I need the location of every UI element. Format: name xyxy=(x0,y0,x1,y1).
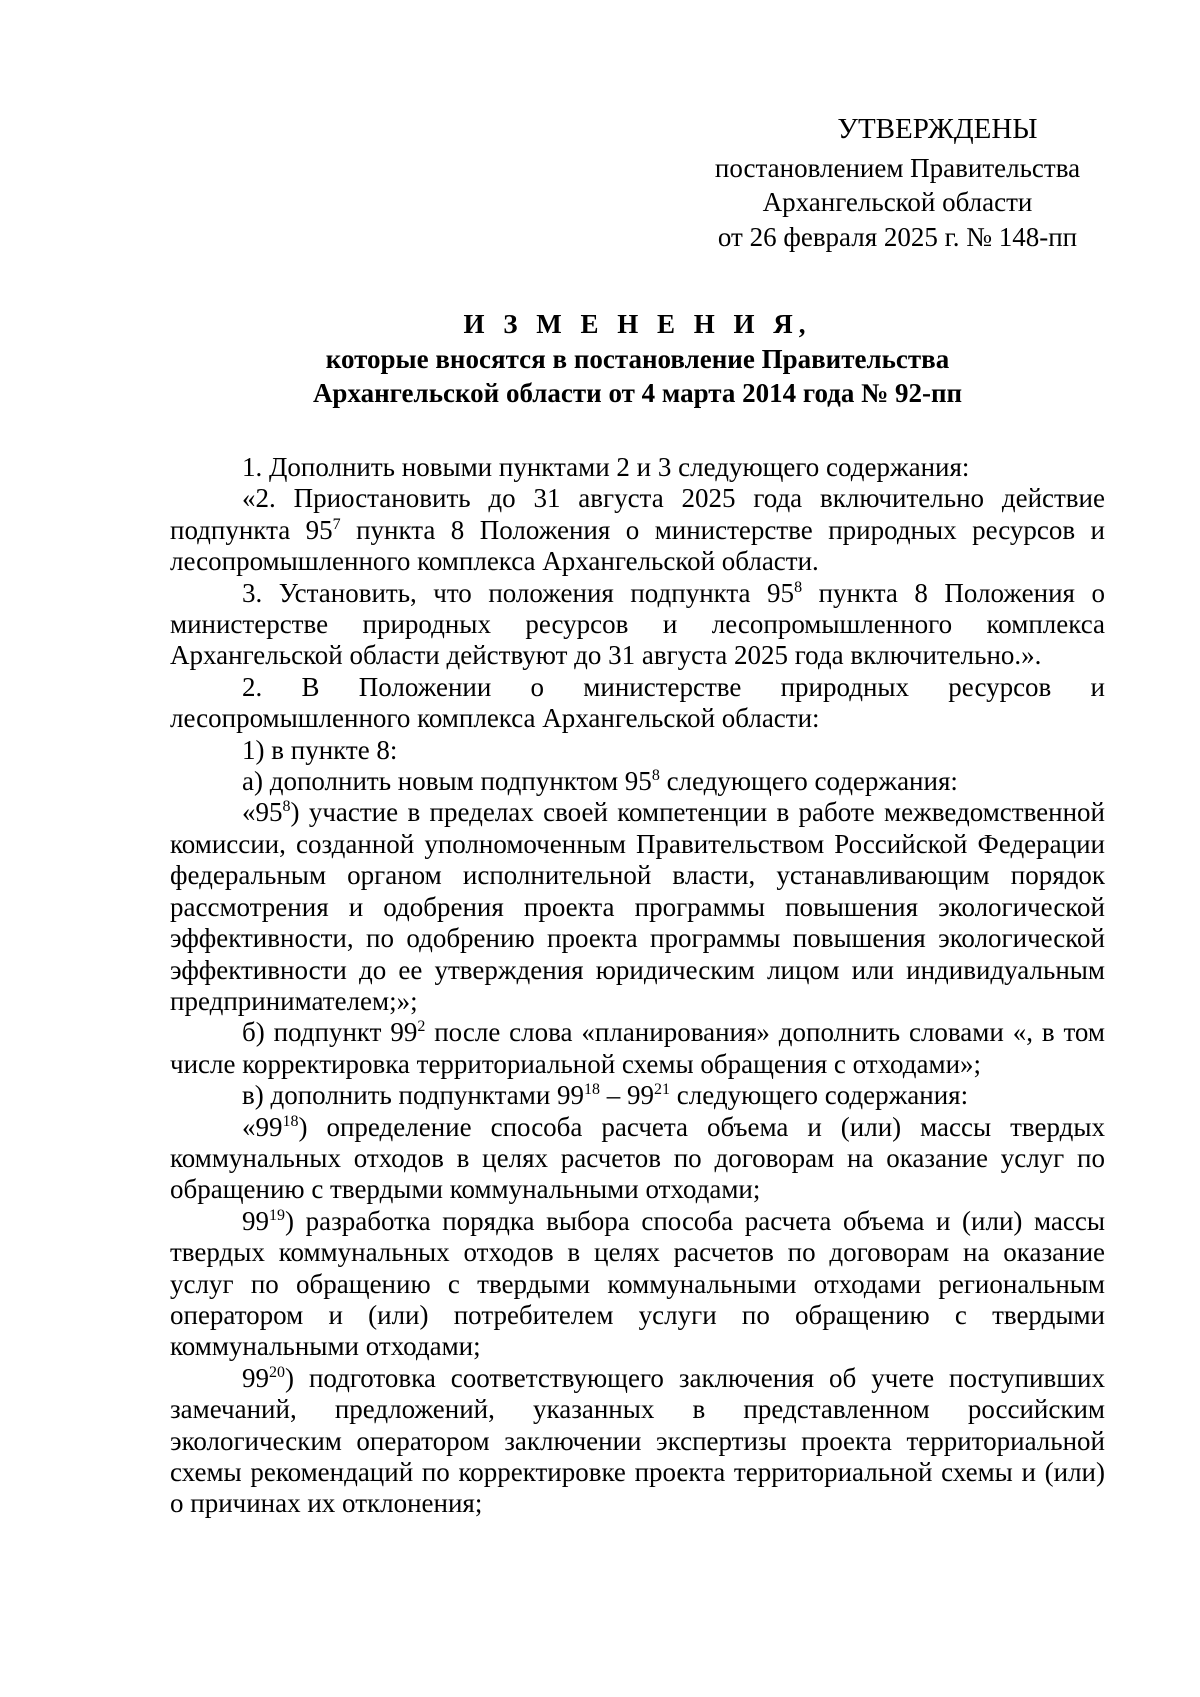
paragraph-text: а) дополнить новым подпунктом 95 xyxy=(242,766,652,797)
superscript: 18 xyxy=(584,1081,601,1099)
paragraph-text: 2. В Положении о министерстве природных ресурсов и лесопромышленного комплекса Архангельской области: xyxy=(170,671,1105,734)
paragraph-text: «95 xyxy=(242,797,283,828)
superscript: 18 xyxy=(282,1112,299,1130)
document-body xyxy=(170,452,1105,1520)
paragraph-5 xyxy=(170,735,1105,766)
approval-block xyxy=(700,112,1095,254)
superscript: 21 xyxy=(654,1081,671,1099)
paragraph-text: ) определение способа расчета объема и (или) массы твердых коммунальных отходов в целях расчетов по договорам на оказание услуг по обращению с твердыми коммунальными отходами; xyxy=(170,1111,1105,1205)
superscript: 8 xyxy=(282,798,291,816)
paragraph-text: ) разработка порядка выбора способа расчета объема и (или) массы твердых коммунальных отходов в целях расчетов по договорам на оказание услуг по обращению с твердыми коммунальными отходами региональным оператором и (или) потребителем услуги по обращению с твердыми коммунальными отходами; xyxy=(170,1205,1105,1362)
paragraph-text: 3. Установить, что положения подпункта 95 xyxy=(242,577,795,608)
document-subtitle-line-1: которые вносятся в постановление Правительства xyxy=(325,343,950,374)
paragraph-4 xyxy=(170,672,1105,735)
paragraph-9 xyxy=(170,1080,1105,1111)
paragraph-text: 99 xyxy=(242,1205,269,1236)
paragraph-8 xyxy=(170,1017,1105,1080)
paragraph-text: «99 xyxy=(242,1111,283,1142)
paragraph-2 xyxy=(170,483,1105,577)
superscript: 2 xyxy=(417,1018,426,1036)
superscript: 19 xyxy=(269,1206,285,1224)
approval-line-3: от 26 февраля 2025 г. № 148-пп xyxy=(717,221,1078,252)
paragraph-text: следующего содержания: xyxy=(670,1080,969,1111)
paragraph-7 xyxy=(170,797,1105,1017)
paragraph-text: б) подпункт 99 xyxy=(242,1017,418,1048)
paragraph-12 xyxy=(170,1363,1105,1520)
paragraph-text: 99 xyxy=(242,1362,269,1393)
paragraph-text: ) участие в пределах своей компетенции в работе межведомственной комиссии, созданной уполномоченным Правительством Российской Федерации федеральным органом исполнительной власти, устанавливающим порядок рассмотрения и одобрения проекта программы повышения экологической эффективности, по одобрению проекта программы повышения экологической эффективности до ее утверждения юридическим лицом или индивидуальным предпринимателем;»; xyxy=(170,797,1105,1016)
paragraph-text: следующего содержания: xyxy=(659,766,958,797)
paragraph-6 xyxy=(170,766,1105,797)
paragraph-text: в) дополнить подпунктами 99 xyxy=(242,1080,585,1111)
paragraph-text: после слова «планирования» дополнить словами «, в том числе корректировка территориальной схемы обращения с отходами»; xyxy=(170,1017,1105,1079)
superscript: 8 xyxy=(651,767,660,785)
paragraph-3 xyxy=(170,578,1105,672)
approval-line-2: Архангельской области xyxy=(762,187,1033,217)
paragraph-11 xyxy=(170,1206,1105,1363)
document-heading xyxy=(170,307,1105,411)
paragraph-10 xyxy=(170,1112,1105,1206)
paragraph-text: ) подготовка соответствующего заключения об учете поступивших замечаний, предложений, указанных в представленном российским экологическим оператором заключении экспертизы проекта территориальной схемы рекомендаций по корректировке проекта территориальной схемы и (или) о причинах их отклонения; xyxy=(170,1362,1105,1519)
approval-line-1: постановлением Правительства xyxy=(714,152,1081,183)
superscript: 7 xyxy=(332,515,341,533)
superscript: 20 xyxy=(269,1363,285,1381)
paragraph-1 xyxy=(170,452,1105,483)
paragraph-text: 1) в пункте 8: xyxy=(242,734,398,765)
approval-stamp: УТВЕРЖДЕНЫ xyxy=(837,113,1038,145)
paragraph-text: пункта 8 Положения о министерстве природных ресурсов и лесопромышленного комплекса Архангельской области. xyxy=(170,514,1105,577)
paragraph-text: «2. Приостановить до 31 августа 2025 года включительно действие подпункта 95 xyxy=(170,483,1105,545)
document-subtitle-line-2: Архангельской области от 4 марта 2014 года № 92-пп xyxy=(312,378,963,408)
paragraph-text: пункта 8 Положения о министерстве природных ресурсов и лесопромышленного комплекса Архангельской области действуют до 31 августа 2025 года включительно.». xyxy=(170,577,1105,671)
paragraph-text: – 99 xyxy=(600,1080,655,1111)
paragraph-text: 1. Дополнить новыми пунктами 2 и 3 следующего содержания: xyxy=(242,452,970,482)
document-title: И З М Е Н Е Н И Я, xyxy=(463,309,812,339)
superscript: 8 xyxy=(794,578,803,596)
